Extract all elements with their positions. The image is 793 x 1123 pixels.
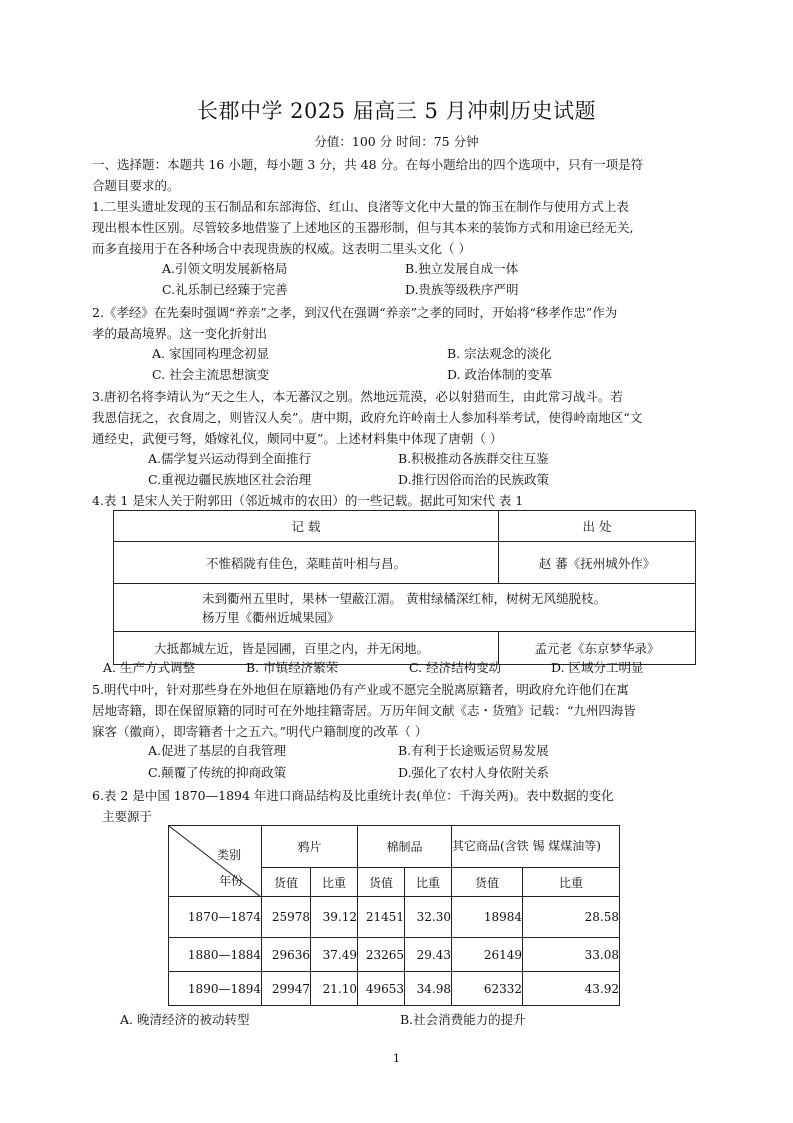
table-row bbox=[169, 972, 620, 1006]
value-cell: 39.12 bbox=[311, 897, 358, 938]
source-cell: 赵 蕃《抚州城外作》 bbox=[499, 542, 696, 584]
question-text: 而多直接用于在各种场合中表现贵族的权威。这表明二里头文化（ ） bbox=[92, 241, 471, 256]
record-text: 未到衢州五里时，果林一望蔽江湄。 黄柑绿橘深红柿，树树无风缒脱枝。 bbox=[202, 590, 606, 606]
section-instructions bbox=[92, 154, 643, 196]
question-text: 我恩信抚之，衣食周之，则皆汉人矣”。唐中期，政府允许岭南士人参加科举考试，使得岭南地区“文 bbox=[92, 410, 643, 425]
sub-header: 比重 bbox=[311, 868, 358, 897]
record-source: 杨万里《衢州近城果园》 bbox=[202, 609, 340, 625]
record-cell: 大抵都城左近，皆是园圃，百里之内，并无闲地。 bbox=[114, 632, 499, 665]
table-2 bbox=[168, 825, 620, 1006]
question-text: 居地寄籍，即在保留原籍的同时可在外地挂籍寄居。万历年间文献《志・货殖》记载：“九州四海皆 bbox=[92, 703, 636, 718]
value-cell: 29947 bbox=[262, 972, 311, 1006]
value-cell: 21451 bbox=[358, 897, 405, 938]
question-text: 孝的最高境界。这一变化折射出 bbox=[92, 326, 268, 341]
sub-header: 货值 bbox=[358, 868, 405, 897]
record-cell: 不惟稻陇有佳色，菜畦苗叶相与昌。 bbox=[114, 542, 499, 584]
source-cell: 孟元老《东京梦华录》 bbox=[499, 632, 696, 665]
year-cell: 1890—1894 bbox=[169, 972, 262, 1006]
question-1 bbox=[92, 196, 633, 259]
option-b: B.有利于长途贩运贸易发展 bbox=[398, 743, 549, 758]
option-a: A.引领文明发展新格局 bbox=[162, 261, 288, 276]
option-c: C. 经济结构变动 bbox=[409, 660, 502, 675]
table-1 bbox=[113, 510, 696, 665]
year-cell: 1880—1884 bbox=[169, 938, 262, 972]
value-cell: 32.30 bbox=[405, 897, 452, 938]
option-d: D.推行因俗而治的民族政策 bbox=[398, 472, 550, 487]
value-cell: 25978 bbox=[262, 897, 311, 938]
table-row bbox=[169, 897, 620, 938]
category-header: 其它商品(含铁 锡 煤煤油等) bbox=[452, 826, 620, 868]
question-text: 6.表 2 是中国 1870—1894 年进口商品结构及比重统计表(单位：千海关两)。表中数据的变化 bbox=[92, 788, 614, 803]
option-a: A.促进了基层的自我管理 bbox=[148, 743, 287, 758]
page-title: 长郡中学 2025 届高三 5 月冲刺历史试题 bbox=[196, 99, 596, 123]
question-6 bbox=[92, 785, 614, 827]
table-header-record: 记 载 bbox=[114, 511, 499, 542]
value-cell: 33.08 bbox=[523, 938, 620, 972]
sub-header: 比重 bbox=[405, 868, 452, 897]
year-cell: 1870—1874 bbox=[169, 897, 262, 938]
score-time-line: 分值：100 分 时间：75 分钟 bbox=[314, 134, 479, 149]
option-a: A.儒学复兴运动得到全面推行 bbox=[148, 451, 312, 466]
option-a: A. 生产方式调整 bbox=[103, 660, 195, 675]
category-header: 棉制品 bbox=[358, 826, 452, 868]
question-text: 2.《孝经》在先秦时强调“养亲”之孝，到汉代在强调“养亲”之孝的同时，开始将“移孝作忠”作为 bbox=[92, 305, 618, 320]
sub-header: 货值 bbox=[262, 868, 311, 897]
option-c: C.重视边疆民族地区社会治理 bbox=[148, 472, 312, 487]
question-text: 通经史，武便弓弩，婚嫁礼仪，颇同中夏”。上述材料集中体现了唐朝（ ） bbox=[92, 431, 503, 446]
option-b: B. 宗法观念的淡化 bbox=[447, 346, 552, 361]
question-4-text: 4.表 1 是宋人关于附郭田（邻近城市的农田）的一些记载。据此可知宋代 表 1 bbox=[92, 493, 524, 508]
question-3 bbox=[92, 386, 642, 449]
sub-header: 比重 bbox=[523, 868, 620, 897]
option-b: B.独立发展自成一体 bbox=[405, 261, 519, 276]
section-line-1: 一、选择题：本题共 16 小题，每小题 3 分，共 48 分。在每小题给出的四个选项中，只有一项是符 bbox=[92, 157, 644, 172]
diagonal-header bbox=[169, 826, 262, 897]
sub-header: 货值 bbox=[452, 868, 523, 897]
table-header-source: 出 处 bbox=[499, 511, 696, 542]
option-c: C.颠覆了传统的抑商政策 bbox=[148, 765, 287, 780]
page-number: 1 bbox=[393, 1052, 400, 1065]
diagonal-line bbox=[169, 826, 261, 897]
question-5 bbox=[92, 679, 636, 742]
option-a: A. 家国同构理念初显 bbox=[152, 346, 269, 361]
question-text: 1.二里头遗址发现的玉石制品和东部海岱、红山、良渚等文化中大量的饰玉在制作与使用方式上表 bbox=[92, 199, 629, 214]
option-d: D. 政治体制的变革 bbox=[447, 367, 553, 382]
value-cell: 29.43 bbox=[405, 938, 452, 972]
value-cell: 34.98 bbox=[405, 972, 452, 1006]
option-d: D.贵族等级秩序严明 bbox=[405, 282, 519, 297]
option-c: C. 社会主流思想演变 bbox=[152, 367, 270, 382]
question-text: 3.唐初名将李靖认为“天之生人，本无蕃汉之别。然地远荒漠，必以射猎而生，由此常习战斗。若 bbox=[92, 389, 623, 404]
value-cell: 62332 bbox=[452, 972, 523, 1006]
question-text: 主要源于 bbox=[102, 809, 153, 824]
option-b: B. 市镇经济繁荣 bbox=[246, 660, 339, 675]
value-cell: 26149 bbox=[452, 938, 523, 972]
category-header: 鸦片 bbox=[262, 826, 358, 868]
option-a: A. 晚清经济的被动转型 bbox=[120, 1012, 250, 1027]
option-b: B.社会消费能力的提升 bbox=[400, 1012, 526, 1027]
diag-bottom-label: 年份 bbox=[219, 874, 244, 888]
section-line-2: 合题目要求的。 bbox=[92, 178, 180, 193]
option-b: B.积极推动各族群交往互鉴 bbox=[398, 451, 549, 466]
value-cell: 43.92 bbox=[523, 972, 620, 1006]
question-2 bbox=[92, 302, 617, 344]
value-cell: 28.58 bbox=[523, 897, 620, 938]
value-cell: 29636 bbox=[262, 938, 311, 972]
value-cell: 37.49 bbox=[311, 938, 358, 972]
table-row bbox=[114, 584, 696, 632]
option-d: D.强化了农村人身依附关系 bbox=[398, 765, 550, 780]
table-row bbox=[169, 938, 620, 972]
value-cell: 18984 bbox=[452, 897, 523, 938]
table-row bbox=[114, 542, 696, 584]
question-text: 现出根本性区别。尽管较多地借鉴了上述地区的玉器形制，但与其本来的装饰方式和用途已经无关, bbox=[92, 220, 634, 235]
option-d: D. 区域分工明显 bbox=[551, 660, 644, 675]
value-cell: 23265 bbox=[358, 938, 405, 972]
diag-top-label: 类别 bbox=[217, 848, 242, 862]
value-cell: 21.10 bbox=[311, 972, 358, 1006]
question-text: 寐客（徽商），即寄籍者十之五六。”明代户籍制度的改革（ ） bbox=[92, 724, 428, 739]
record-cell bbox=[114, 584, 696, 632]
question-text: 5.明代中叶，针对那些身在外地但在原籍地仍有产业或不愿完全脱离原籍者，明政府允许他们在寓 bbox=[92, 682, 629, 697]
option-c: C.礼乐制已经臻于完善 bbox=[162, 282, 288, 297]
value-cell: 49653 bbox=[358, 972, 405, 1006]
